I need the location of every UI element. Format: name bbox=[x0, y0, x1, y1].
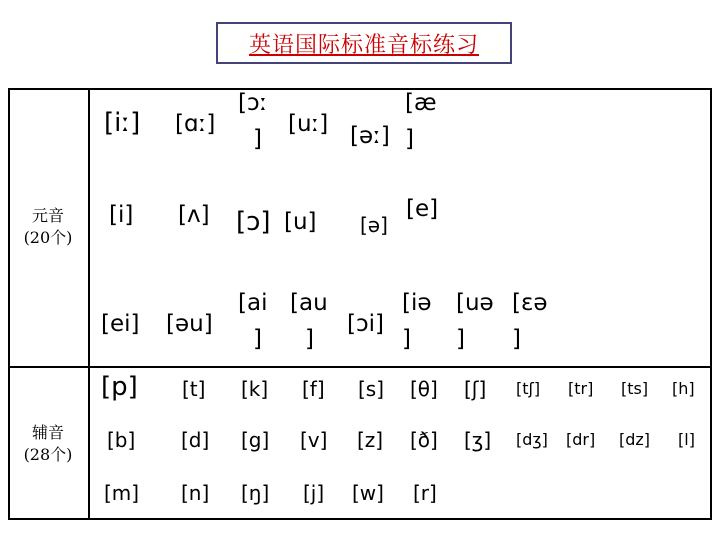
consonant-symbol: [tʃ] bbox=[516, 379, 541, 398]
vowel-symbol: [ʌ] bbox=[178, 202, 210, 228]
vowel-symbol: [æ bbox=[405, 90, 437, 116]
table-border-right bbox=[710, 88, 712, 520]
vowel-symbol: [uː] bbox=[288, 111, 329, 137]
consonant-symbol: [d] bbox=[181, 428, 210, 452]
consonant-category bbox=[8, 422, 88, 465]
consonant-symbol: [m] bbox=[104, 481, 140, 505]
consonant-symbol: [t] bbox=[182, 377, 206, 401]
consonant-symbol: [ð] bbox=[410, 428, 438, 452]
consonant-symbol: [ŋ] bbox=[241, 481, 270, 505]
consonant-label: 辅音 bbox=[31, 423, 64, 442]
consonant-symbol: [dz] bbox=[619, 430, 651, 449]
consonant-symbol: [θ] bbox=[410, 377, 438, 401]
consonant-symbol: [ts] bbox=[621, 379, 649, 398]
category-divider bbox=[88, 88, 90, 520]
consonant-symbol: [l] bbox=[678, 430, 695, 449]
consonant-symbol: [ʒ] bbox=[464, 428, 492, 452]
vowel-symbol: [i] bbox=[109, 202, 134, 228]
vowel-symbol: [ə] bbox=[360, 213, 388, 237]
vowel-symbol: [əu] bbox=[166, 311, 213, 337]
consonant-symbol: [dʒ] bbox=[516, 430, 548, 449]
vowel-symbol: [ɔː bbox=[238, 90, 268, 116]
vowel-symbol-bracket: ] bbox=[253, 126, 262, 152]
vowel-symbol-bracket: ] bbox=[305, 326, 314, 352]
vowel-symbol-bracket: ] bbox=[405, 126, 414, 152]
consonant-symbol: [k] bbox=[241, 377, 269, 401]
vowel-symbol: [iə bbox=[402, 290, 432, 316]
consonant-symbol: [dr] bbox=[566, 430, 596, 449]
consonant-symbol: [w] bbox=[352, 481, 384, 505]
vowel-count: (20个) bbox=[23, 227, 73, 247]
page-title: 英语国际标准音标练习 bbox=[248, 32, 479, 58]
vowel-symbol: [au bbox=[290, 290, 328, 316]
vowel-symbol: [iː] bbox=[104, 108, 141, 138]
consonant-symbol: [j] bbox=[303, 481, 325, 505]
vowel-symbol-bracket: ] bbox=[253, 326, 262, 352]
table-border-top bbox=[8, 88, 712, 90]
vowel-symbol: [ɛə bbox=[512, 290, 548, 316]
vowel-category bbox=[8, 205, 88, 248]
consonant-symbol: [g] bbox=[241, 428, 270, 452]
consonant-symbol: [s] bbox=[358, 377, 385, 401]
consonant-symbol: [p] bbox=[101, 372, 138, 402]
consonant-symbol: [tr] bbox=[568, 379, 594, 398]
consonant-symbol: [b] bbox=[107, 428, 136, 452]
vowel-label: 元音 bbox=[31, 206, 64, 225]
consonant-symbol: [f] bbox=[302, 377, 325, 401]
vowel-symbol: [ɔi] bbox=[347, 311, 384, 337]
table-border-bottom bbox=[8, 518, 712, 520]
vowel-symbol: [ei] bbox=[101, 311, 140, 337]
consonant-count: (28个) bbox=[23, 444, 73, 464]
vowel-symbol: [əː] bbox=[350, 123, 390, 149]
section-divider bbox=[8, 366, 712, 368]
vowel-symbol-bracket: ] bbox=[402, 326, 411, 352]
vowel-symbol: [u] bbox=[284, 209, 317, 235]
consonant-symbol: [r] bbox=[413, 481, 437, 505]
consonant-symbol: [v] bbox=[300, 428, 328, 452]
consonant-symbol: [ʃ] bbox=[464, 377, 487, 401]
vowel-symbol: [ɔ] bbox=[236, 207, 271, 237]
consonant-symbol: [h] bbox=[672, 379, 695, 398]
vowel-symbol: [ɑː] bbox=[175, 111, 216, 137]
vowel-symbol: [e] bbox=[406, 196, 439, 222]
vowel-symbol-bracket: ] bbox=[512, 326, 521, 352]
vowel-symbol: [ai bbox=[238, 290, 268, 316]
consonant-symbol: [n] bbox=[181, 481, 210, 505]
consonant-symbol: [z] bbox=[357, 428, 384, 452]
vowel-symbol: [uə bbox=[456, 290, 494, 316]
vowel-symbol-bracket: ] bbox=[456, 326, 465, 352]
